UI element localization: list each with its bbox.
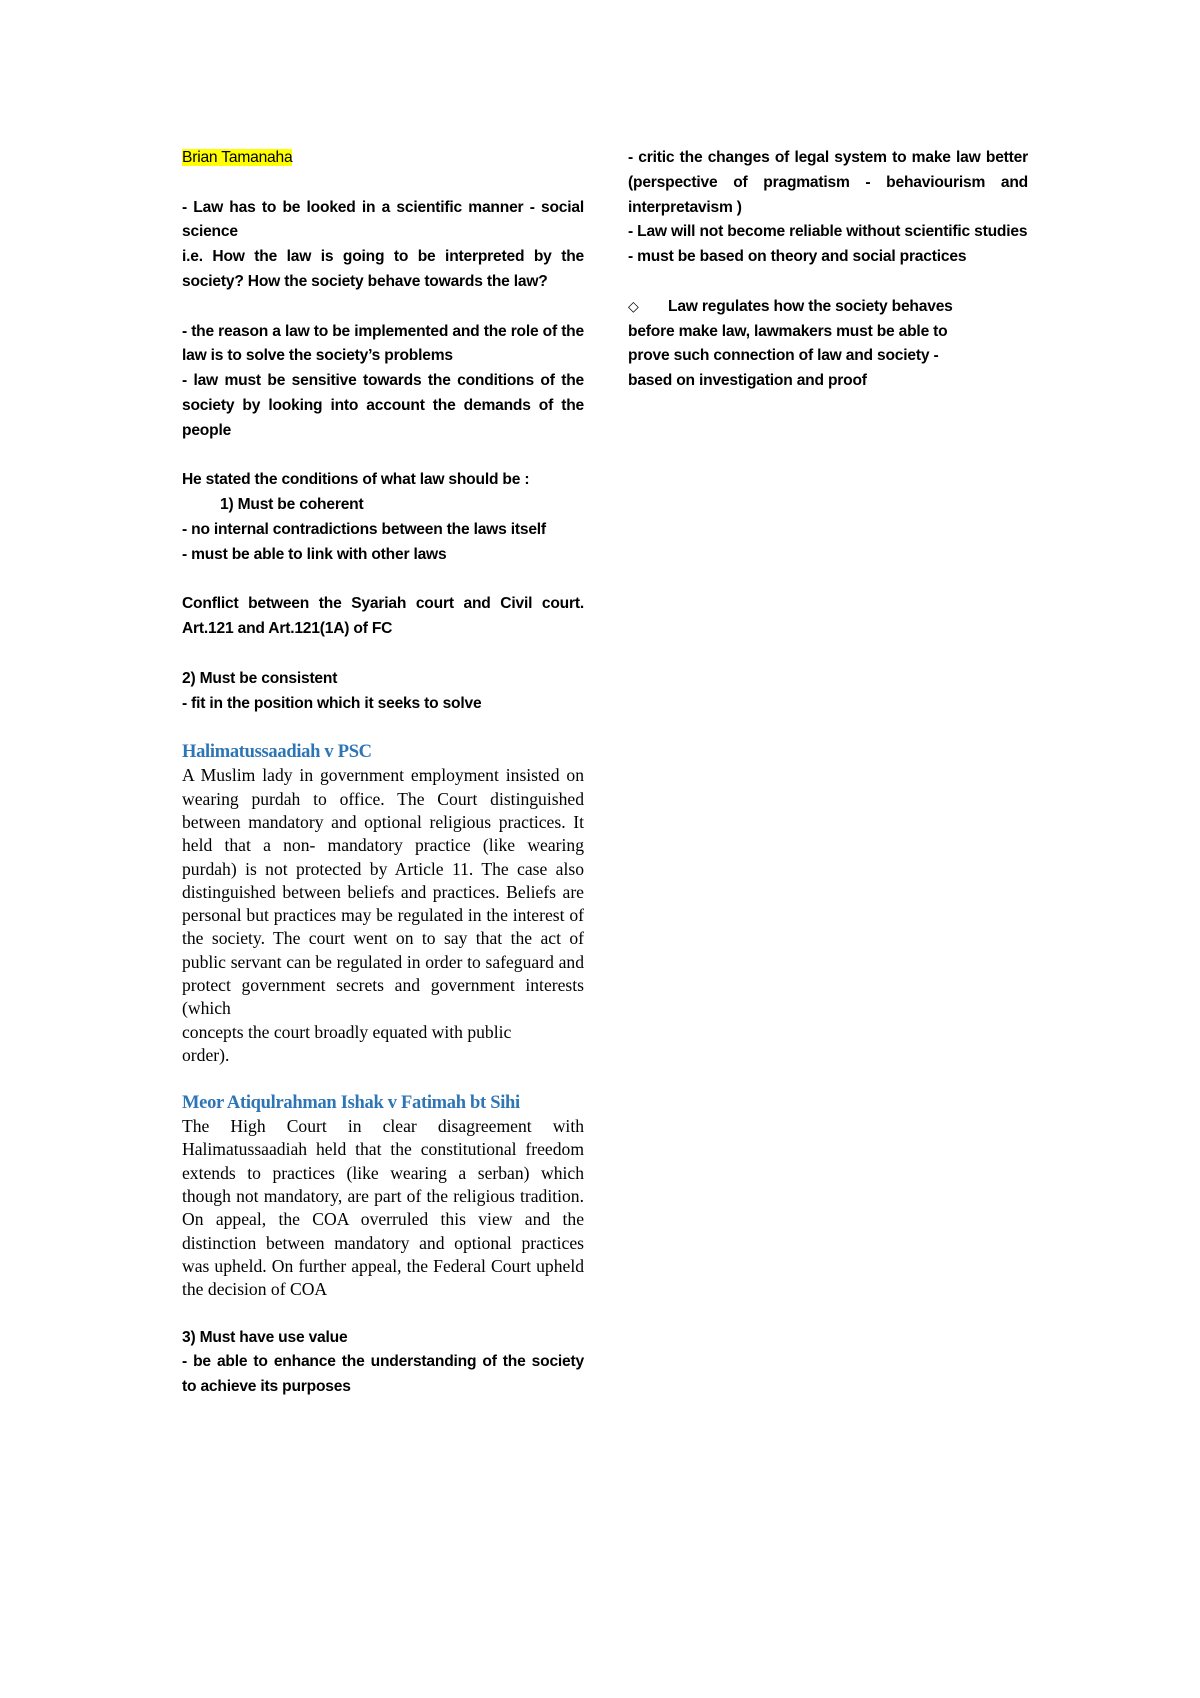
bullet-continuation-2: prove such connection of law and society -	[628, 347, 939, 365]
paragraph-scientific-manner: - Law has to be looked in a scientific manner - social science	[182, 198, 584, 241]
right-column	[628, 146, 1028, 394]
paragraph-reliable: - Law will not become reliable without scientific studies	[628, 223, 1028, 241]
left-column	[182, 146, 584, 1400]
paragraph-reason-law: - the reason a law to be implemented and the role of the law is to solve the society’s problems	[182, 322, 584, 365]
condition-3-heading: 3) Must have use value	[182, 1328, 348, 1346]
spacer	[628, 270, 1028, 295]
paragraph-law-sensitive: - law must be sensitive towards the conditions of the society by looking into account the demands of the people	[182, 372, 584, 439]
diamond-bullet-icon: ◇	[628, 298, 639, 315]
bullet-continuation-1: before make law, lawmakers must be able to	[628, 322, 948, 340]
case-2-body: The High Court in clear disagreement with Halimatussaadiah held that the constitutional freedom extends to practices (like wearing a serban) which though not mandatory, are part of the religious tradition. On appeal, the COA overruled this view and the distinction between mandatory and optional practices was upheld. On further appeal, the Federal Court upheld the decision of COA	[182, 1116, 584, 1300]
conditions-intro: He stated the conditions of what law should be :	[182, 471, 530, 489]
bullet-text: Law regulates how the society behaves	[668, 297, 953, 315]
bullet-continuation-3: based on investigation and proof	[628, 372, 867, 390]
conflict-paragraph: Conflict between the Syariah court and Civil court. Art.121 and Art.121(1A) of FC	[182, 595, 584, 638]
spacer	[182, 1302, 584, 1326]
spacer	[182, 295, 584, 320]
case-1-tail-line-2: order).	[182, 1044, 230, 1065]
case-1-title: Halimatussaadiah v PSC	[182, 742, 372, 763]
condition-3-point-a: - be able to enhance the understanding of the society to achieve its purposes	[182, 1353, 584, 1396]
condition-1-point-b: - must be able to link with other laws	[182, 545, 447, 563]
author-heading	[182, 146, 584, 171]
paragraph-critic-changes: - critic the changes of legal system to make law better (perspective of pragmatism - behaviourism and interpretavism )	[628, 149, 1028, 216]
spacer	[182, 568, 584, 593]
spacer	[182, 171, 584, 196]
author-highlight: Brian Tamanaha	[182, 149, 293, 166]
spacer	[182, 444, 584, 469]
condition-2-heading: 2) Must be consistent	[182, 669, 338, 687]
case-1-tail-line-1: concepts the court broadly equated with public	[182, 1021, 512, 1042]
condition-1-point-a: - no internal contradictions between the laws itself	[182, 520, 546, 538]
case-2-title: Meor Atiqulrahman Ishak v Fatimah bt Sihi	[182, 1093, 520, 1114]
paragraph-ie-question: i.e. How the law is going to be interpreted by the society? How the society behave towards the law?	[182, 248, 584, 290]
spacer	[182, 716, 584, 740]
paragraph-theory-practices: - must be based on theory and social practices	[628, 248, 967, 266]
diamond-bullet-line	[628, 295, 1028, 320]
condition-1-heading: 1) Must be coherent	[220, 496, 364, 514]
case-1-body: A Muslim lady in government employment insisted on wearing purdah to office. The Court distinguished between mandatory and optional religious practices. It held that a non- mandatory practice (like wearing purdah) is not protected by Article 11. The case also distinguished between beliefs and practices. Beliefs are personal but practices may be regulated in the interest of the society. The court went on to say that the act of public servant can be regulated in order to safeguard and protect government secrets and government interests (which	[182, 765, 584, 1019]
spacer	[182, 642, 584, 667]
spacer	[182, 1067, 584, 1091]
condition-2-point-a: - fit in the position which it seeks to solve	[182, 694, 482, 712]
